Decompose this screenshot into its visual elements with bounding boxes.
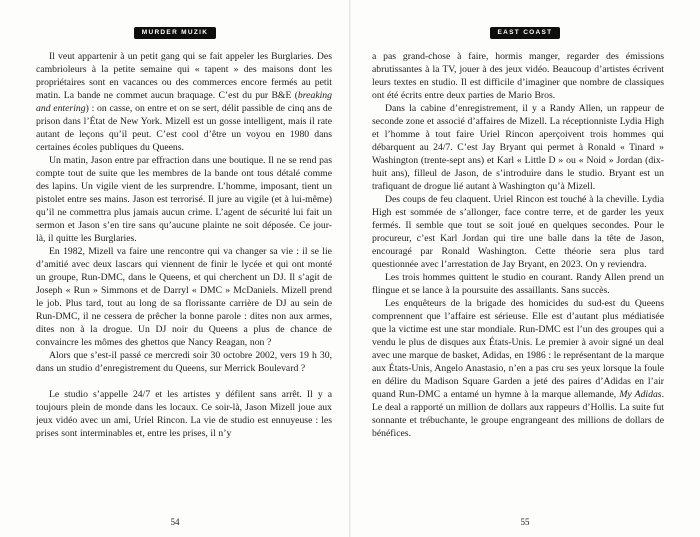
- right-page-text: [372, 50, 664, 507]
- running-header-badge-right: EAST COAST: [490, 27, 561, 39]
- paragraph: Alors que s’est-il passé ce mercredi soir 30 octobre 2002, vers 19 h 30, dans un studio d’enregistrement du Queens, sur Merrick Boulevard ?: [36, 350, 332, 374]
- paragraph: Les enquêteurs de la brigade des homicides du sud-est du Queens comprennent que l’affaire est sérieuse. Elle est d’autant plus médiatisée que la victime est une star mondiale. Run-DMC est l’un des groupes qui a vendu le plus de disques aux États-Unis. Le premier à avoir signé un deal avec une marque de basket, Adidas, en 1986 : le représentant de la marque aux États-Unis, Angelo Anastasio, n’en a pas cru ses yeux lorsque la foule en délire du Madison Square Garden a jeté des paires d’Adidas en l’air quand Run-DMC a entamé un hymne à la marque allemande, My Adidas. Le deal a rapporté un million de dollars aux rappeurs d’Hollis. La suite fut sonnante et trébuchante, le groupe engrangeant des millions de dollars de bénéfices.: [372, 298, 664, 439]
- page-number-left: 54: [170, 517, 180, 527]
- running-header-badge-left: MURDER MUZIK: [134, 27, 217, 39]
- paragraph: a pas grand-chose à faire, hormis manger, regarder des émissions abrutissantes à la TV, jouer à des jeux vidéo. Beaucoup d’artistes écrivent leurs textes en studio. Il est difficile d’imaginer que nombre de classiques ont été écrits entre deux parties de Mario Bros.: [372, 51, 664, 101]
- running-head-right: [350, 21, 700, 39]
- paragraph: Des coups de feu claquent. Uriel Rincon est touché à la cheville. Lydia High est sommée de s’allonger, face contre terre, et de garder les yeux fermés. Il semble que tout se soit joué en quelques secondes. Pour le procureur, c’est Karl Jordan qui tire une balle dans la tête de Jason, encouragé par Ronald Washington. Cette théorie sera plus tard questionnée avec l’arrestation de Jay Bryant, en 2023. On y reviendra.: [372, 194, 664, 270]
- paragraph: Le studio s’appelle 24/7 et les artistes y défilent sans arrêt. Il y a toujours plein de monde dans les locaux. Ce soir-là, Jason Mizell joue aux jeux vidéo avec un ami, Uriel Rincon. La vie de studio est ennuyeuse : les prises sont interminables et, entre les prises, il n’y: [36, 389, 332, 439]
- paragraph: Dans la cabine d’enregistrement, il y a Randy Allen, un rappeur de seconde zone et associé d’affaires de Mizell. La réceptionniste Lydia High et l’homme à tout faire Uriel Rincon aperçoivent trois hommes qui débarquent au 24/7. C’est Jay Bryant qui permet à Ronald « Tinard » Washington (trente-sept ans) et Karl « Little D » ou « Noid » Jordan (dix-huit ans), filleul de Jason, de s’introduire dans le studio. Bryant est un trafiquant de drogue lié autant à Washington qu’à Mizell.: [372, 103, 664, 192]
- paragraph: Il veut appartenir à un petit gang qui se fait appeler les Burglaries. Des cambrioleurs à la petite semaine qui « tapent » des maisons dont les propriétaires sont en vacances ou des commerces encore fermés au petit matin. La bande ne commet aucun braquage. C’est du pur B&E (breaking and entering) : on casse, on entre et on se sert, délit passible de cinq ans de prison dans l’État de New York. Mizell est un gosse intelligent, mais il rate autant de leçons qu’il peut. C’est cool d’être un voyou en 1980 dans certaines écoles publiques du Queens.: [36, 51, 332, 153]
- left-page-text: [36, 50, 332, 507]
- paragraph: Un matin, Jason entre par effraction dans une boutique. Il ne se rend pas compte tout de suite que les membres de la bande ont tous détalé comme des lapins. Un vigile vient de les surprendre. L’homme, imposant, tient un pistolet entre ses mains. Jason est terrorisé. Il jure au vigile (et à lui-même) qu’il ne commettra plus jamais aucun crime. L’agent de sécurité lui fait un sermon et Jason s’en tire sans qu’aucune plainte ne soit déposée. Ce jour-là, il quitte les Burglaries.: [36, 155, 332, 244]
- paragraph: En 1982, Mizell va faire une rencontre qui va changer sa vie : il se lie d’amitié avec deux lascars qui viennent de finir le lycée et qui ont monté un groupe, Run-DMC, dans le Queens, et qui cherchent un DJ. Il s’agit de Joseph « Run » Simmons et de Darryl « DMC » McDaniels. Mizell prend le job. Plus tard, tout au long de sa florissante carrière de DJ au sein de Run-DMC, il ne cessera de prêcher la bonne parole : dites non aux armes, dites non à la drogue. Un DJ noir du Queens a plus de chance de convaincre les mômes des ghettos que Nancy Reagan, non ?: [36, 246, 332, 348]
- running-head-left: [0, 21, 350, 39]
- page-number-right: 55: [520, 517, 530, 527]
- page-right: [350, 0, 700, 537]
- paragraph: Les trois hommes quittent le studio en courant. Randy Allen prend un flingue et se lance à la poursuite des assaillants. Sans succès.: [372, 272, 664, 296]
